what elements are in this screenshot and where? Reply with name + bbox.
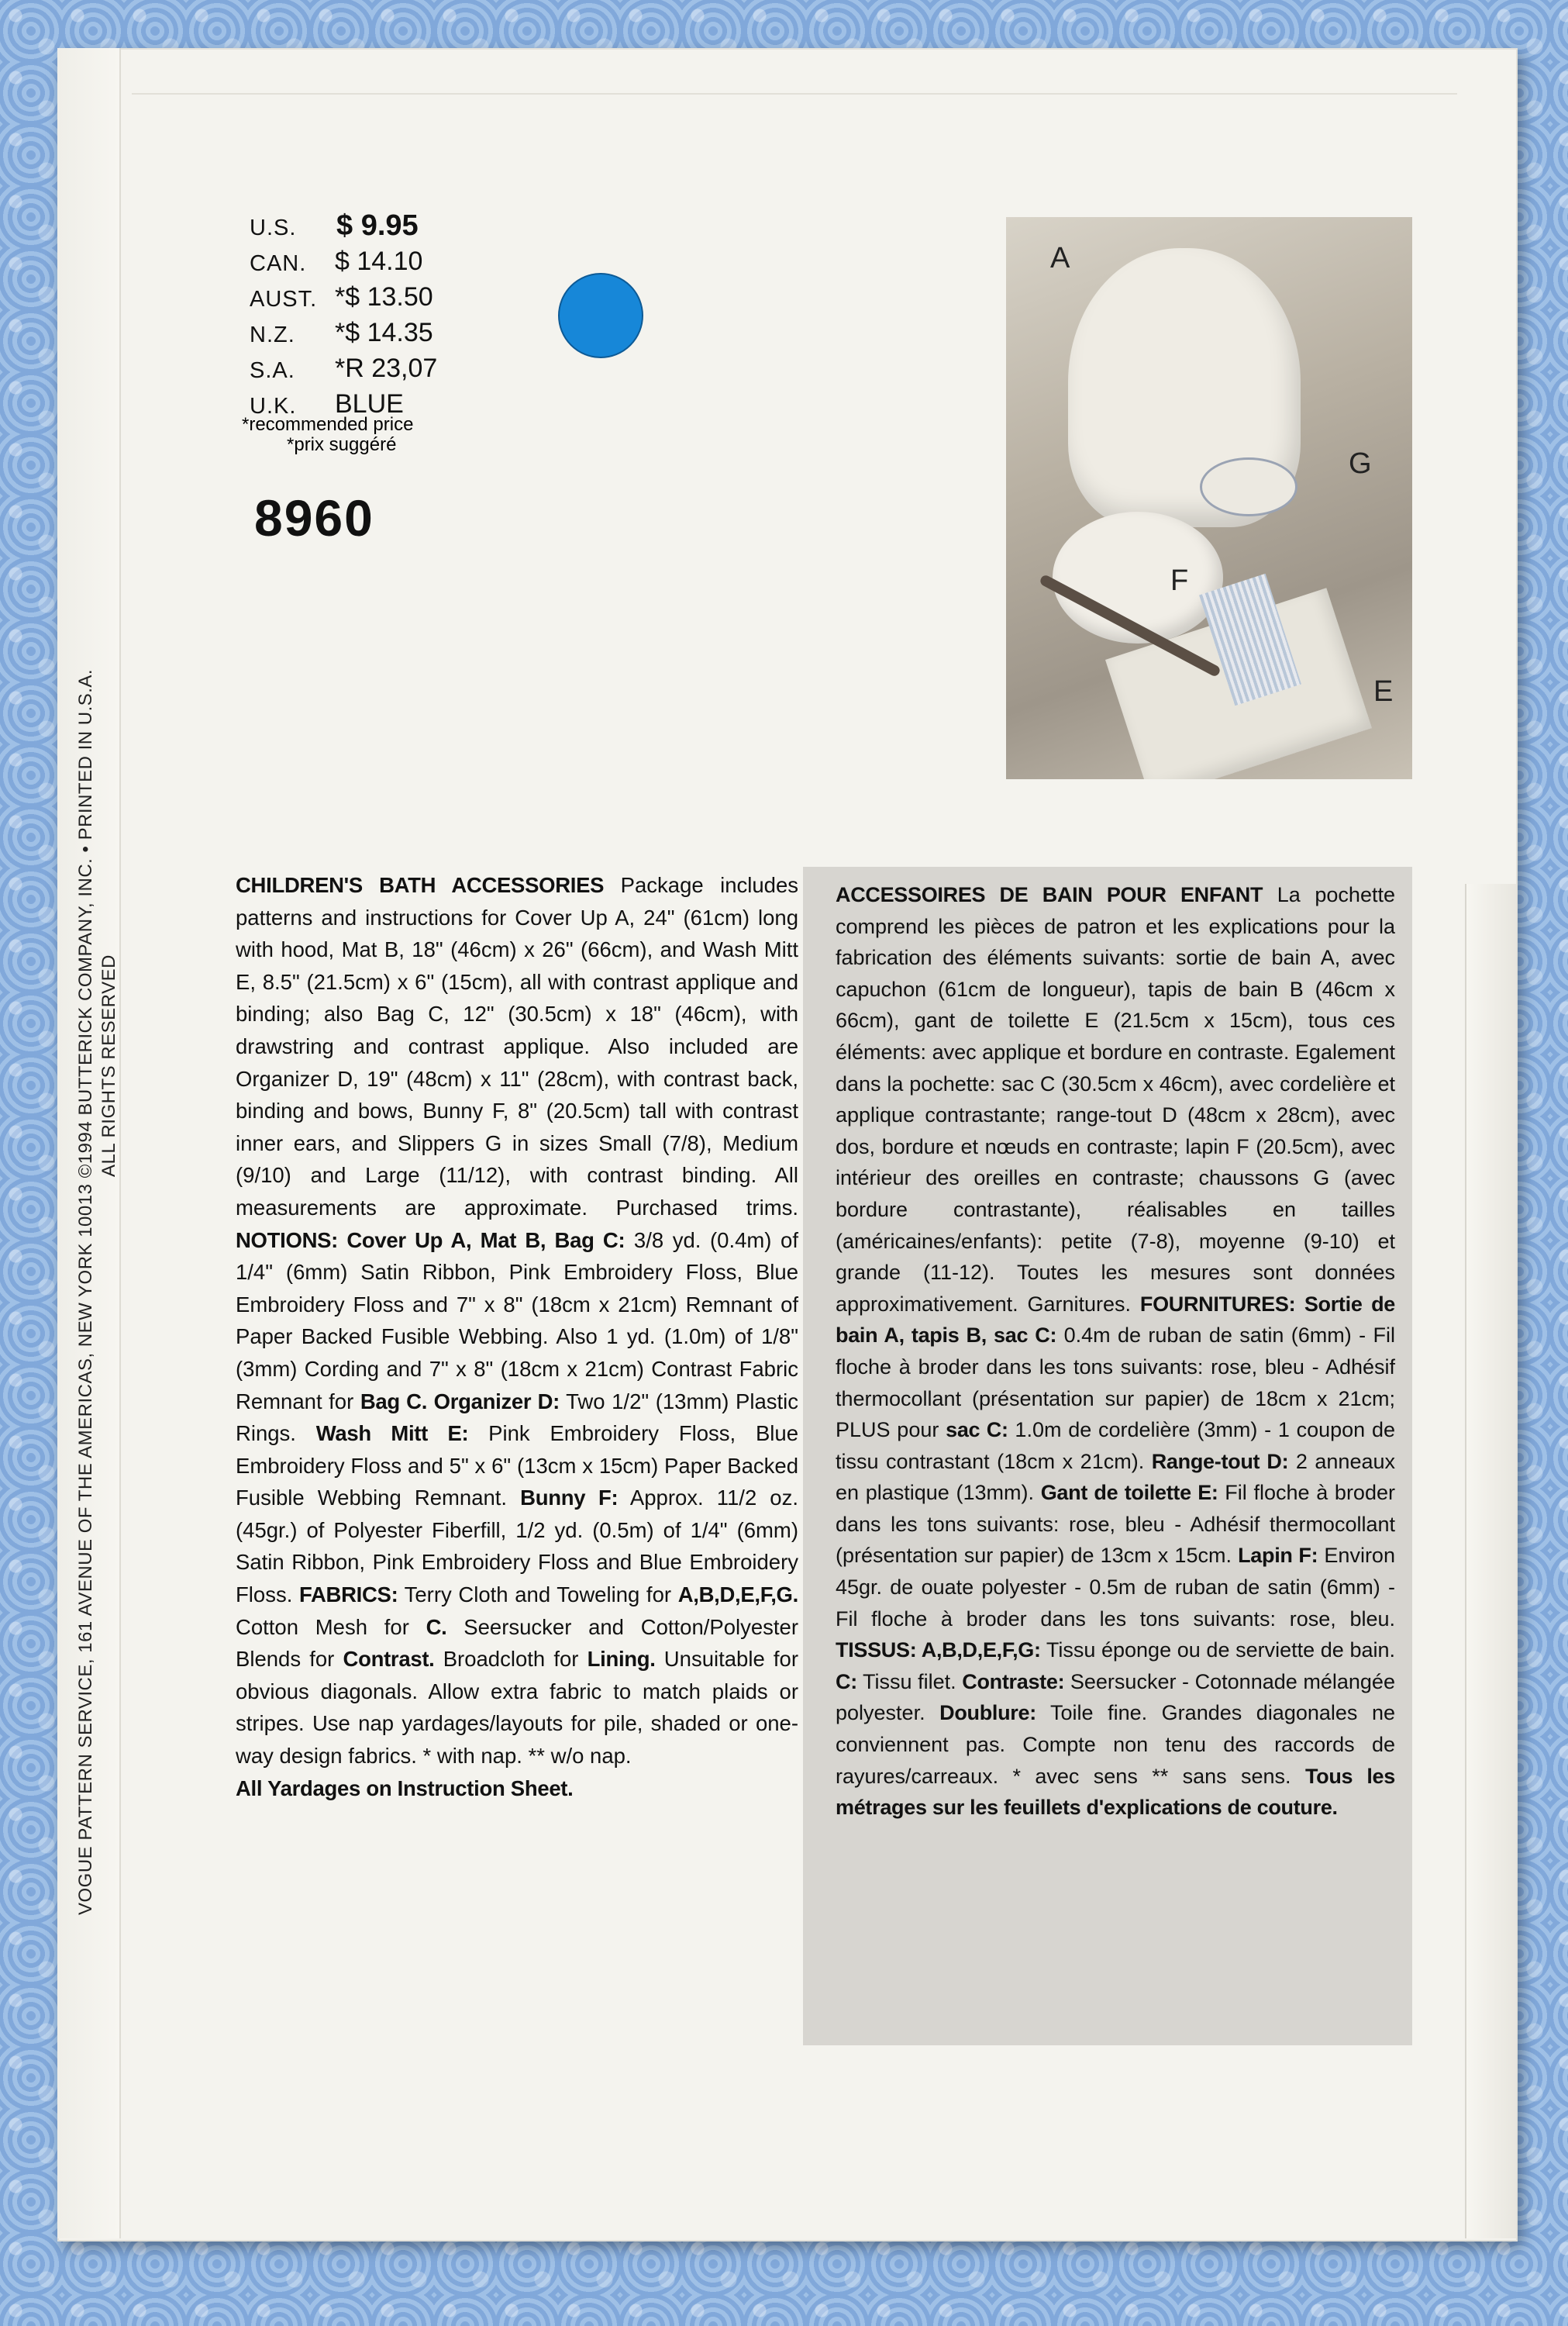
lapin-text: Environ 45gr. de ouate polyester - 0.5m de ruban de satin (6mm) - Fil floche à broder dans les tons suivants: rose, bleu. xyxy=(836,1544,1395,1631)
metrages-note: Tous les métrages sur les feuillets d'explications de couture. xyxy=(836,1764,1395,1820)
photo-label-a: A xyxy=(1050,242,1070,274)
fournitures-text: 0.4m de ruban de satin (6mm) - Fil floche à broder dans les tons suivants: rose, bleu - Adhésif thermocollant (présentation sur papier) de 18cm x 21cm; PLUS pour xyxy=(836,1323,1395,1442)
slipper xyxy=(1200,457,1297,516)
price-note-english: *recommended price xyxy=(242,414,414,435)
contraste-label: Contraste: xyxy=(962,1669,1065,1693)
organizer-label: Organizer D: xyxy=(433,1389,560,1413)
english-description xyxy=(236,869,798,1804)
tissus-text: Tissu éponge ou de serviette de bain. xyxy=(1046,1638,1396,1662)
envelope-right-flap xyxy=(1465,884,1516,2238)
gant-text: Fil floche à broder dans les tons suivants: rose, bleu - Adhésif thermocollant (présentation sur papier) de 13cm x 15cm. xyxy=(836,1481,1395,1568)
price-amount: *$ 13.50 xyxy=(335,282,433,312)
range-tout-label: Range-tout D: xyxy=(1151,1449,1289,1473)
fabrics-text: Terry Cloth and Toweling for xyxy=(404,1582,672,1607)
fabrics-text: Broadcloth for xyxy=(443,1647,579,1672)
tissus-c-text: Tissu filet. xyxy=(863,1669,956,1693)
french-title: ACCESSOIRES DE BAIN POUR ENFANT xyxy=(836,883,1263,906)
notions-label: NOTIONS: Cover Up A, Mat B, Bag C: xyxy=(236,1227,625,1252)
envelope-top-fold xyxy=(132,93,1457,95)
photo-label-f: F xyxy=(1170,564,1189,597)
sac-c-label: sac C: xyxy=(946,1418,1008,1442)
english-intro: Package includes patterns and instructions for Cover Up A, 24" (61cm) long with hood, Mat B, 18" (46cm) x 26" (66cm), and Wash Mitt E, 8.5" (21.5cm) x 6" (15cm), all with contrast applique and binding; also Bag C, 12" (30.5cm) x 18" (46cm), with drawstring and contrast applique. Also included are Organizer D, 19" (48cm) x 11" (28cm), with contrast back, binding and bows, Bunny F, 8" (20.5cm) tall with contrast inner ears, and Slippers G in sizes Small (7/8), Medium (9/10) and Large (11/12), with contrast binding. All measurements are approximate. Purchased trims. xyxy=(236,873,799,1220)
notions-text: 3/8 yd. (0.4m) of 1/4" (6mm) Satin Ribbon, Pink Embroidery Floss, Blue Embroidery Floss and 7" x 8" (18cm x 21cm) Remnant of Paper Backed Fusible Webbing. Also 1 yd. (1.0m) of 1/8" (3mm) Cording and 7" x 8" (18cm x 21cm) Contrast Fabric Remnant for xyxy=(236,1227,798,1413)
french-intro: La pochette comprend les pièces de patron et les explications pour la fabrication des éléments suivants: sortie de bain A, avec capuchon (61cm de longueur), tapis de bain B (46cm x 66cm), gant de toilette E (21.5cm x 15cm), tous ces éléments: avec applique et bordure en contraste. Egalement dans la pochette: sac C (30.5cm x 46cm), avec cordelière et applique contrastante; range-tout D (48cm x 28cm), avec dos, bordure et nœuds en contraste; lapin F (20.5cm), avec intérieur des oreilles en contraste; chaussons G (avec bordure contrastante), réalisables en tailles (américaines/enfants): petite (7-8), moyenne (9-10) et grande (11-12). Toutes les mesures sont données approximativement. Garnitures. xyxy=(836,883,1395,1316)
fabrics-text: Seersucker and Cotton/Polyester Blends for xyxy=(236,1614,799,1672)
english-title: CHILDREN'S BATH ACCESSORIES xyxy=(236,873,605,897)
wash-mitt-label: Wash Mitt E: xyxy=(315,1421,469,1446)
fabrics-view-c: C. xyxy=(426,1614,447,1639)
fabrics-label: FABRICS: xyxy=(299,1582,398,1607)
fabrics-text: Unsuitable for obvious diagonals. Allow extra fabric to match plaids or stripes. Use nap yardages/layouts for pile, shaded or one-way design fabrics. * with nap. ** w/o nap. xyxy=(236,1647,798,1769)
price-amount: *$ 14.35 xyxy=(335,318,433,347)
product-photo xyxy=(1006,217,1412,779)
yardages-note: All Yardages on Instruction Sheet. xyxy=(236,1776,574,1800)
gant-label: Gant de toilette E: xyxy=(1040,1481,1218,1505)
french-description xyxy=(836,879,1395,1824)
lapin-label: Lapin F: xyxy=(1238,1544,1318,1568)
photo-label-g: G xyxy=(1349,447,1372,480)
tissus-label: TISSUS: A,B,D,E,F,G: xyxy=(836,1638,1041,1662)
fabrics-views: A,B,D,E,F,G. xyxy=(677,1582,798,1607)
tissus-c-label: C: xyxy=(836,1669,857,1693)
price-country: N.Z. xyxy=(250,323,295,347)
lining-label: Lining. xyxy=(587,1647,656,1672)
doublure-text: Toile fine. Grandes diagonales ne conviennent pas. Compte non tenu des raccords de rayures/carreaux. * avec sens ** sans sens. xyxy=(836,1701,1395,1788)
pattern-number: 8960 xyxy=(254,489,374,547)
price-amount: BLUE xyxy=(335,389,404,419)
doublure-label: Doublure: xyxy=(939,1701,1036,1725)
price-country: S.A. xyxy=(250,358,295,383)
bag-c-label: Bag C. xyxy=(360,1389,428,1413)
price-amount: *R 23,07 xyxy=(335,354,438,383)
photo-label-e: E xyxy=(1373,675,1394,708)
imprint-line-2: ALL RIGHTS RESERVED xyxy=(98,954,119,1177)
price-note-french: *prix suggéré xyxy=(287,434,397,455)
price-amount: $ 14.10 xyxy=(335,247,423,276)
contrast-label: Contrast. xyxy=(343,1647,435,1672)
fabrics-text: Cotton Mesh for xyxy=(236,1614,409,1639)
price-country: U.K. xyxy=(250,394,297,419)
fournitures-text: 1.0m de cordelière (3mm) - 1 coupon de tissu contrastant (18cm x 21cm). xyxy=(836,1418,1395,1473)
price-country: AUST. xyxy=(250,287,318,312)
publisher-imprint xyxy=(74,364,121,1915)
organizer-text: Two 1/2" (13mm) Plastic Rings. xyxy=(236,1389,798,1446)
bunny-label: Bunny F: xyxy=(520,1486,619,1510)
price-amount: $ 9.95 xyxy=(336,209,419,242)
blue-color-dot xyxy=(558,273,643,358)
fournitures-label: FOURNITURES: Sortie de bain A, tapis B, sac C: xyxy=(836,1292,1395,1348)
price-country: U.S. xyxy=(250,216,297,240)
bunny-text: Approx. 11/2 oz. (45gr.) of Polyester Fiberfill, 1/2 yd. (0.5m) of 1/4" (6mm) Satin Ribbon, Pink Embroidery Floss and Blue Embroidery Floss. xyxy=(236,1486,798,1607)
wash-mitt-text: Pink Embroidery Floss, Blue Embroidery Floss and 5" x 6" (13cm x 15cm) Paper Backed Fusible Webbing Remnant. xyxy=(236,1421,798,1510)
range-tout-text: 2 anneaux en plastique (13mm). xyxy=(836,1449,1395,1505)
price-country: CAN. xyxy=(250,251,307,276)
contraste-text: Seersucker - Cotonnade mélangée polyester. xyxy=(836,1669,1395,1725)
imprint-line-1: VOGUE PATTERN SERVICE, 161 AVENUE OF THE AMERICAS, NEW YORK 10013 ©1994 BUTTERICK COMPANY, INC. • PRINTED IN U.S.A. xyxy=(75,668,96,1915)
